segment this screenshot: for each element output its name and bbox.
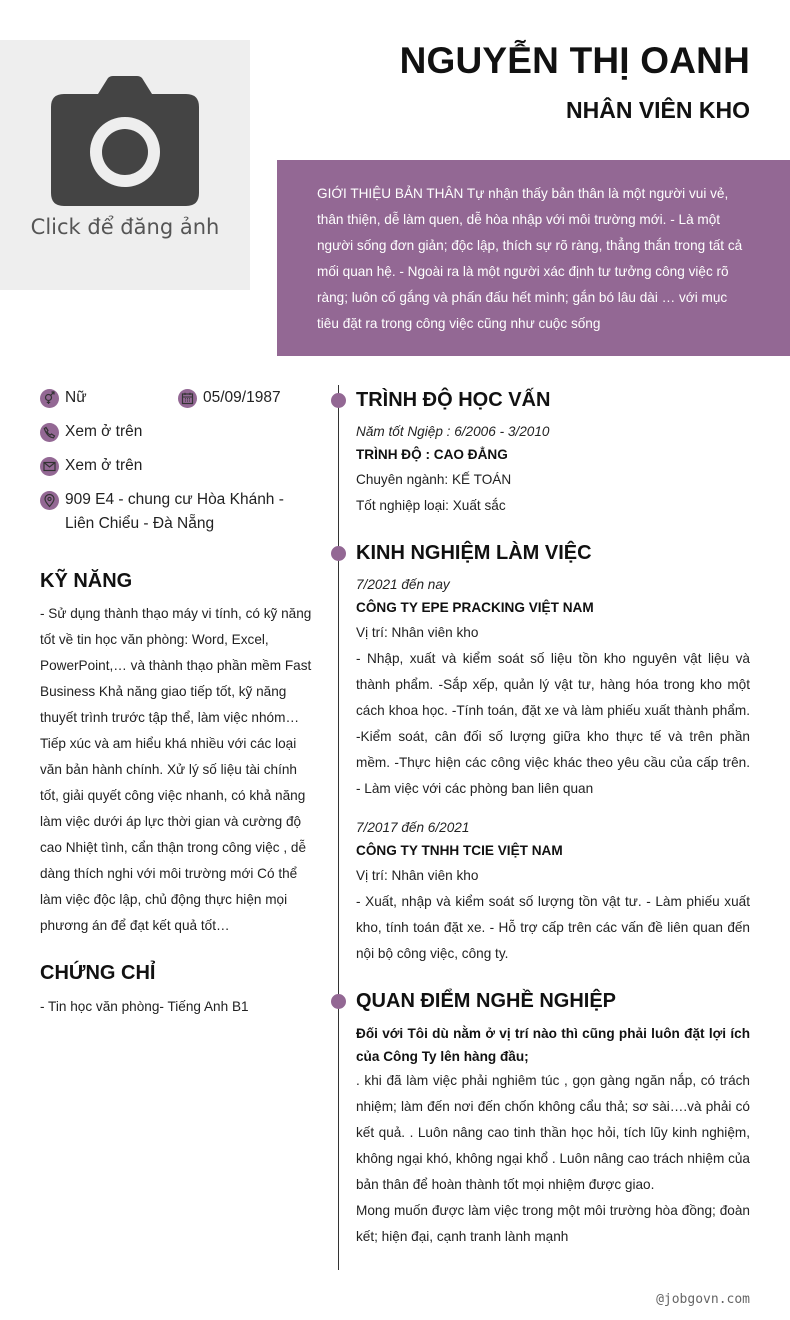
skills-text: - Sử dụng thành thạo máy vi tính, có kỹ năng tốt về tin học văn phòng: Word, Excel, PowerPoint,… và thành thạo phần mềm Fast Business Khả năng giao tiếp tốt, kỹ năng thuyết trình trước tập thể, làm việc nhóm… Tiếp xúc và am hiểu khá nhiều với các loại văn bản hành chính. Xử lý số liệu tài chính tốt, giải quyết công việc nhanh, có khả năng làm việc dưới áp lực thời gian và cường độ cao Nhiệt tình, cẩn thận trong công việc , dễ dàng thích nghi với môi trường mới Có thể làm việc độc lập, chủ động thực hiện mọi phương án để đạt kết quả tốt… — [40, 606, 312, 933]
career-view-lead: Đối với Tôi dù nằm ở vị trí nào thì cũng phải luôn đặt lợi ích của Công Ty lên hàng đầu; — [356, 1026, 750, 1064]
job-title: NHÂN VIÊN KHO — [565, 97, 750, 123]
footer-watermark: @jobgovn.com — [656, 1292, 750, 1307]
photo-upload[interactable] — [0, 40, 250, 290]
job-position: Vị trí: Nhân viên kho — [356, 625, 479, 640]
intro-box — [277, 160, 790, 356]
calendar-icon — [178, 389, 197, 408]
job-period: 7/2017 đến 6/2021 — [356, 820, 470, 835]
photo-caption: Click để đăng ảnh — [30, 215, 220, 239]
birthday-value: 05/09/1987 — [203, 389, 281, 406]
education-level: TRÌNH ĐỘ : CAO ĐẲNG — [356, 447, 508, 462]
skills-heading: KỸ NĂNG — [40, 570, 133, 592]
job-position: Vị trí: Nhân viên kho — [356, 868, 479, 883]
education-heading: TRÌNH ĐỘ HỌC VẤN — [356, 389, 551, 411]
phone-icon — [40, 423, 59, 442]
certificates-heading: CHỨNG CHỈ — [40, 962, 156, 984]
certificates-text: - Tin học văn phòng- Tiếng Anh B1 — [40, 999, 249, 1014]
education-years: Năm tốt Ngiệp : 6/2006 - 3/2010 — [356, 424, 550, 439]
career-view-text-2: Mong muốn được làm việc trong một môi trường hòa đồng; đoàn kết; hiện đại, cạnh tranh lành mạnh — [356, 1203, 750, 1244]
address-value: 909 E4 - chung cư Hòa Khánh - Liên Chiểu - Đà Nẵng — [65, 491, 284, 532]
education-grade: Tốt nghiệp loại: Xuất sắc — [356, 498, 506, 513]
location-icon — [40, 491, 59, 510]
job-description: - Xuất, nhập và kiểm soát số lượng tồn vật tư. - Làm phiếu xuất kho, tính toán đặt xe. - Hỗ trợ cấp trên các vấn đề liên quan đến nội bộ công việc, công ty. — [356, 894, 750, 961]
timeline-dot — [331, 393, 346, 408]
camera-icon — [50, 76, 200, 208]
career-view-text: . khi đã làm việc phải nghiêm túc , gọn gàng ngăn nắp, có trách nhiệm; làm đến nơi đến chốn không cẩu thả; sơ sài….và phải có kết quả. . Luôn nâng cao tinh thần học hỏi, tích lũy kinh nghiệm, không ngại khó, không ngại khổ . Luôn nâng cao trách nhiệm của bản thân để hoàn thành tốt mọi nhiệm được giao. — [356, 1073, 750, 1192]
gender-value: Nữ — [65, 389, 87, 406]
candidate-name: NGUYỄN THỊ OANH — [399, 40, 750, 81]
job-period: 7/2021 đến nay — [356, 577, 450, 592]
timeline-line — [338, 385, 339, 1270]
experience-heading: KINH NGHIỆM LÀM VIỆC — [356, 542, 592, 564]
job-company: CÔNG TY EPE PRACKING VIỆT NAM — [356, 600, 594, 615]
job-description: - Nhập, xuất và kiểm soát số liệu tồn kho nguyên vật liệu và thành phẩm. -Sắp xếp, quản lý vật tư, hàng hóa trong kho một cách khoa học. -Tính toán, đặt xe và làm phiếu xuất thành phẩm. -Kiểm soát, cân đối số lượng giữa kho thực tế và trên phần mềm. -Thực hiện các công việc khác theo yêu cầu của cấp trên. - Làm việc với các phòng ban liên quan — [356, 651, 750, 796]
email-value: Xem ở trên — [65, 457, 143, 474]
phone-value: Xem ở trên — [65, 423, 143, 440]
timeline-dot — [331, 994, 346, 1009]
career-view-heading: QUAN ĐIỂM NGHỀ NGHIỆP — [356, 990, 617, 1012]
intro-text: GIỚI THIỆU BẢN THÂN Tự nhận thấy bản thân là một người vui vẻ, thân thiện, dễ làm quen, dễ hòa nhập với môi trường mới. - Là một người sống đơn giản; độc lập, thích sự rõ ràng, thẳng thắn trong tất cả mối quan hệ. - Ngoài ra là một người xác định tư tưởng công việc rõ ràng; luôn cố gắng và phấn đấu hết mình; gắn bó lâu dài … với mục tiêu đặt ra trong công việc cũng như cuộc sống — [317, 186, 743, 331]
timeline-dot — [331, 546, 346, 561]
gender-icon — [40, 389, 59, 408]
email-icon — [40, 457, 59, 476]
job-company: CÔNG TY TNHH TCIE VIỆT NAM — [356, 843, 563, 858]
education-major: Chuyên ngành: KẾ TOÁN — [356, 472, 512, 487]
